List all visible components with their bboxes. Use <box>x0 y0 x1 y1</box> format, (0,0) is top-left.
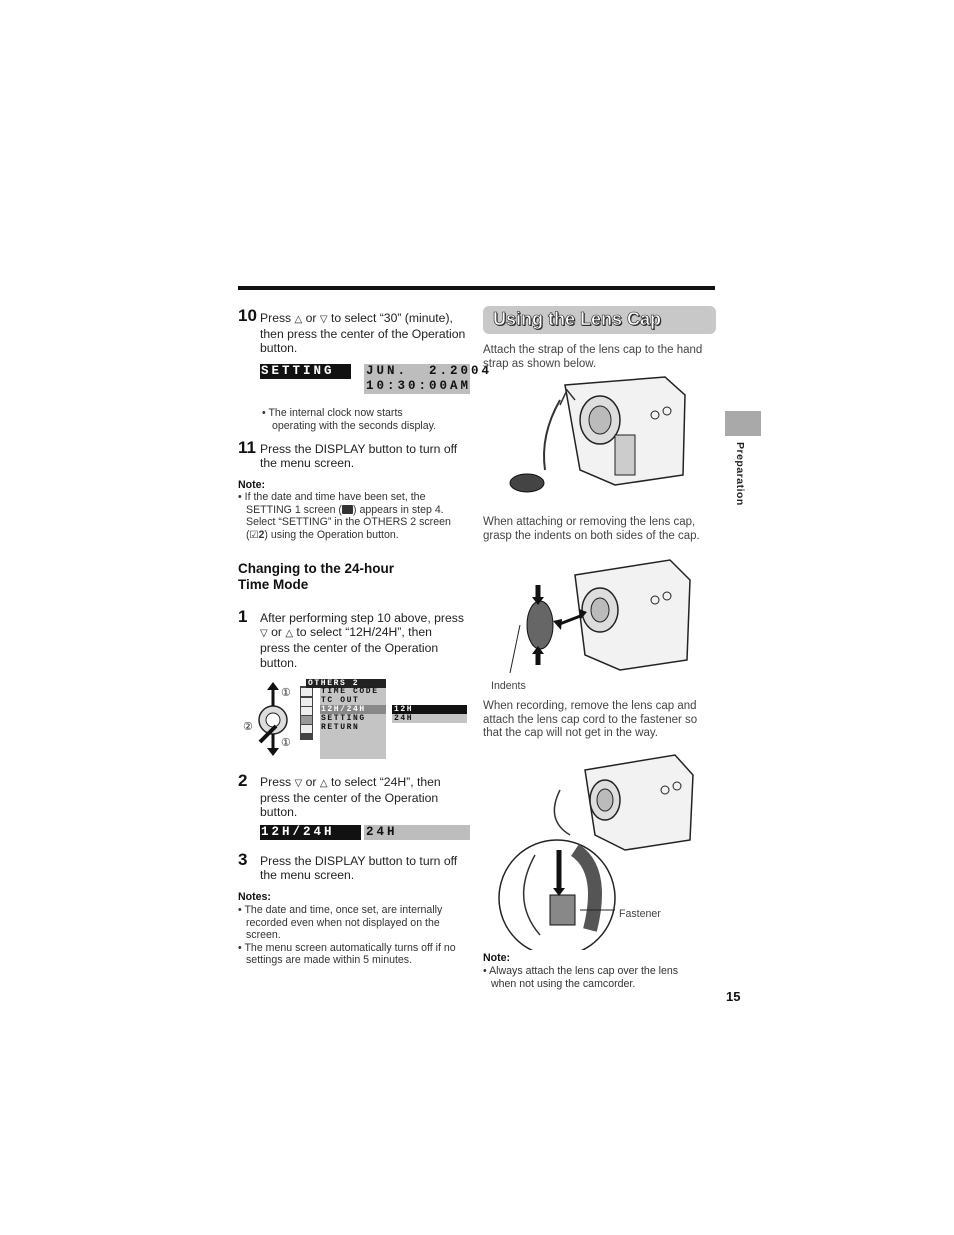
page-number: 15 <box>726 989 741 1004</box>
step-1-text: After performing step 10 above, press ▽ or △ to select “12H/24H”, then press the center of the Operation button. <box>260 611 464 670</box>
menu-item-time-code: TIME CODE <box>321 687 379 696</box>
notes-heading: Notes: <box>238 891 271 903</box>
section-title: Using the Lens Cap <box>493 309 662 329</box>
menu-option-24h: 24H <box>394 714 414 723</box>
down-triangle-icon: ▽ <box>294 778 303 789</box>
notes-text: • The date and time, once set, are internally recorded even when not displayed on the screen. • The menu screen automatically turns off if no settings are made within 5 minutes. <box>238 904 456 967</box>
menu-tape-icon <box>301 698 312 706</box>
side-tab-label: Preparation <box>734 442 746 506</box>
menu-item-12h24h: 12H/24H <box>321 705 366 714</box>
step-2-number: 2 <box>238 771 248 790</box>
header-rule <box>238 286 715 290</box>
fastener-label: Fastener <box>619 908 661 920</box>
menu-camera-icon <box>301 688 312 696</box>
indents-label: Indents <box>491 680 526 692</box>
camera-icon <box>342 505 353 514</box>
lens-cap-paragraph-3: When recording, remove the lens cap and attach the lens cap cord to the fastener so that the cap will not get in the way. <box>483 700 698 739</box>
up-triangle-icon: △ <box>285 628 294 640</box>
step-1-number: 1 <box>238 607 248 626</box>
osd-date: JUN. 2.2004 <box>366 364 493 378</box>
subheading-24-hour: Changing to the 24-hour Time Mode <box>238 561 394 592</box>
lens-cap-paragraph-1: Attach the strap of the lens cap to the hand strap as shown below. <box>483 344 703 370</box>
note-heading: Note: <box>238 479 266 491</box>
menu-title: OTHERS 2 <box>308 679 360 688</box>
menu-photo-icon <box>301 725 312 733</box>
step-3-number: 3 <box>238 850 248 869</box>
menu-checkbox-2-icon <box>301 716 312 724</box>
section-title-box <box>483 306 716 334</box>
right-note-heading: Note: <box>483 952 511 964</box>
checkbox-icon: ☑ <box>249 529 259 541</box>
callout-1-bottom: ① <box>281 737 291 749</box>
menu-item-return: RETURN <box>321 723 360 732</box>
step-2-text: Press ▽ or △ to select “24H”, then press the center of the Operation button. <box>260 775 441 820</box>
osd-12h24h-label: 12H/24H <box>260 825 361 840</box>
menu-checkbox-1-icon <box>301 707 312 715</box>
down-triangle-icon: ▽ <box>319 314 328 325</box>
step-10-text: Press △ or ▽ to select “30” (minute), then press the center of the Operation button. <box>260 311 466 356</box>
bullet-clock: • The internal clock now starts operating with the seconds display. <box>262 407 437 432</box>
callout-1-top: ① <box>281 687 291 699</box>
callout-2: ② <box>243 721 253 733</box>
menu-option-12h: 12H <box>394 705 414 714</box>
down-triangle-icon: ▽ <box>260 628 268 640</box>
preparation-tab <box>725 411 761 436</box>
osd-setting-label: SETTING <box>260 364 351 379</box>
osd-24h-value: 24H <box>364 825 470 840</box>
lens-cap-paragraph-2: When attaching or removing the lens cap, grasp the indents on both sides of the cap. <box>483 516 700 542</box>
camcorder-indents-illustration <box>505 555 695 675</box>
step-11-text: Press the DISPLAY button to turn off the menu screen. <box>260 442 458 471</box>
up-triangle-icon: △ <box>319 778 328 789</box>
step-3-text: Press the DISPLAY button to turn off the menu screen. <box>260 854 458 883</box>
camcorder-fastener-illustration <box>495 750 700 950</box>
up-triangle-icon: △ <box>294 314 303 325</box>
menu-item-setting: SETTING <box>321 714 366 723</box>
camcorder-strap-illustration <box>505 375 695 500</box>
step-10-number: 10 <box>238 306 257 325</box>
note-text: • If the date and time have been set, the SETTING 1 screen ( ) appears in step 4. Select “SETTING” in the OTHERS 2 screen (☑2) using the Operation button. <box>238 491 451 541</box>
right-note-text: • Always attach the lens cap over the lens when not using the camcorder. <box>483 965 679 990</box>
osd-time: 10:30:00AM <box>366 379 472 393</box>
step-11-number: 11 <box>238 438 256 457</box>
menu-item-tc-out: TC OUT <box>321 696 360 705</box>
